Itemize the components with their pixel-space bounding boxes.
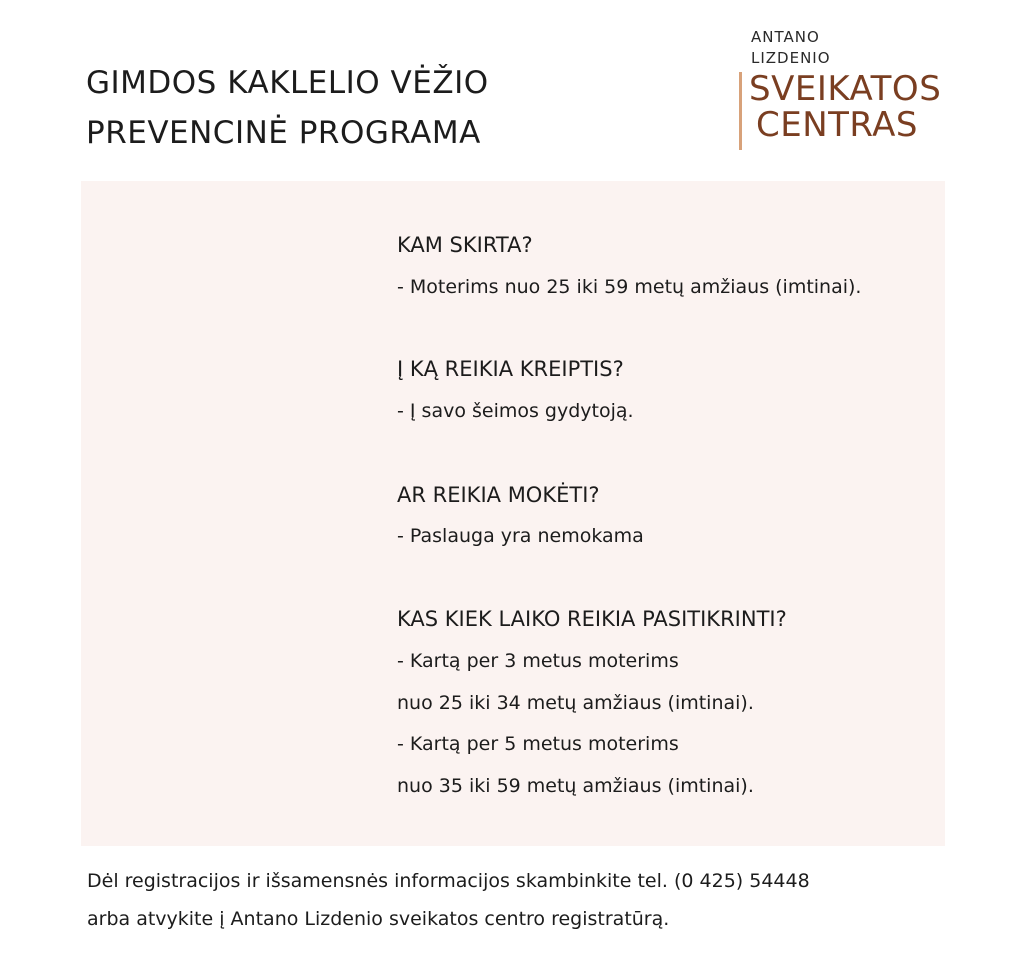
- page-title: [86, 58, 489, 158]
- health-center-logo: [738, 26, 978, 144]
- logo-line-3: SVEIKATOS: [749, 69, 942, 109]
- title-line-1: GIMDOS KAKLELIO VĖŽIO: [86, 65, 489, 101]
- logo-line-1: ANTANO: [751, 28, 820, 46]
- logo-accent-bar: [739, 72, 742, 150]
- info-panel: [81, 181, 945, 846]
- answer-frequency-3: - Kartą per 5 metus moterims: [397, 733, 679, 755]
- answer-frequency-4: nuo 35 iki 59 metų amžiaus (imtinai).: [397, 775, 754, 797]
- logo-line-4: CENTRAS: [756, 105, 919, 145]
- title-line-2: PREVENCINĖ PROGRAMA: [86, 115, 481, 151]
- question-frequency: KAS KIEK LAIKO REIKIA PASITIKRINTI?: [397, 607, 787, 631]
- answer-payment: - Paslauga yra nemokama: [397, 525, 644, 547]
- question-whom-to-contact: Į KĄ REIKIA KREIPTIS?: [397, 357, 624, 381]
- footer-line-2: arba atvykite į Antano Lizdenio sveikatos centro registratūrą.: [87, 908, 670, 930]
- logo-line-2: LIZDENIO: [751, 49, 831, 67]
- question-who-for: KAM SKIRTA?: [397, 233, 533, 257]
- contact-footer: [87, 862, 987, 938]
- answer-frequency-2: nuo 25 iki 34 metų amžiaus (imtinai).: [397, 692, 754, 714]
- question-payment: AR REIKIA MOKĖTI?: [397, 483, 600, 507]
- answer-whom-to-contact: - Į savo šeimos gydytoją.: [397, 400, 634, 422]
- answer-frequency-1: - Kartą per 3 metus moterims: [397, 650, 679, 672]
- footer-line-1: Dėl registracijos ir išsamensnės informacijos skambinkite tel. (0 425) 54448: [87, 870, 810, 892]
- answer-who-for: - Moterims nuo 25 iki 59 metų amžiaus (imtinai).: [397, 276, 862, 298]
